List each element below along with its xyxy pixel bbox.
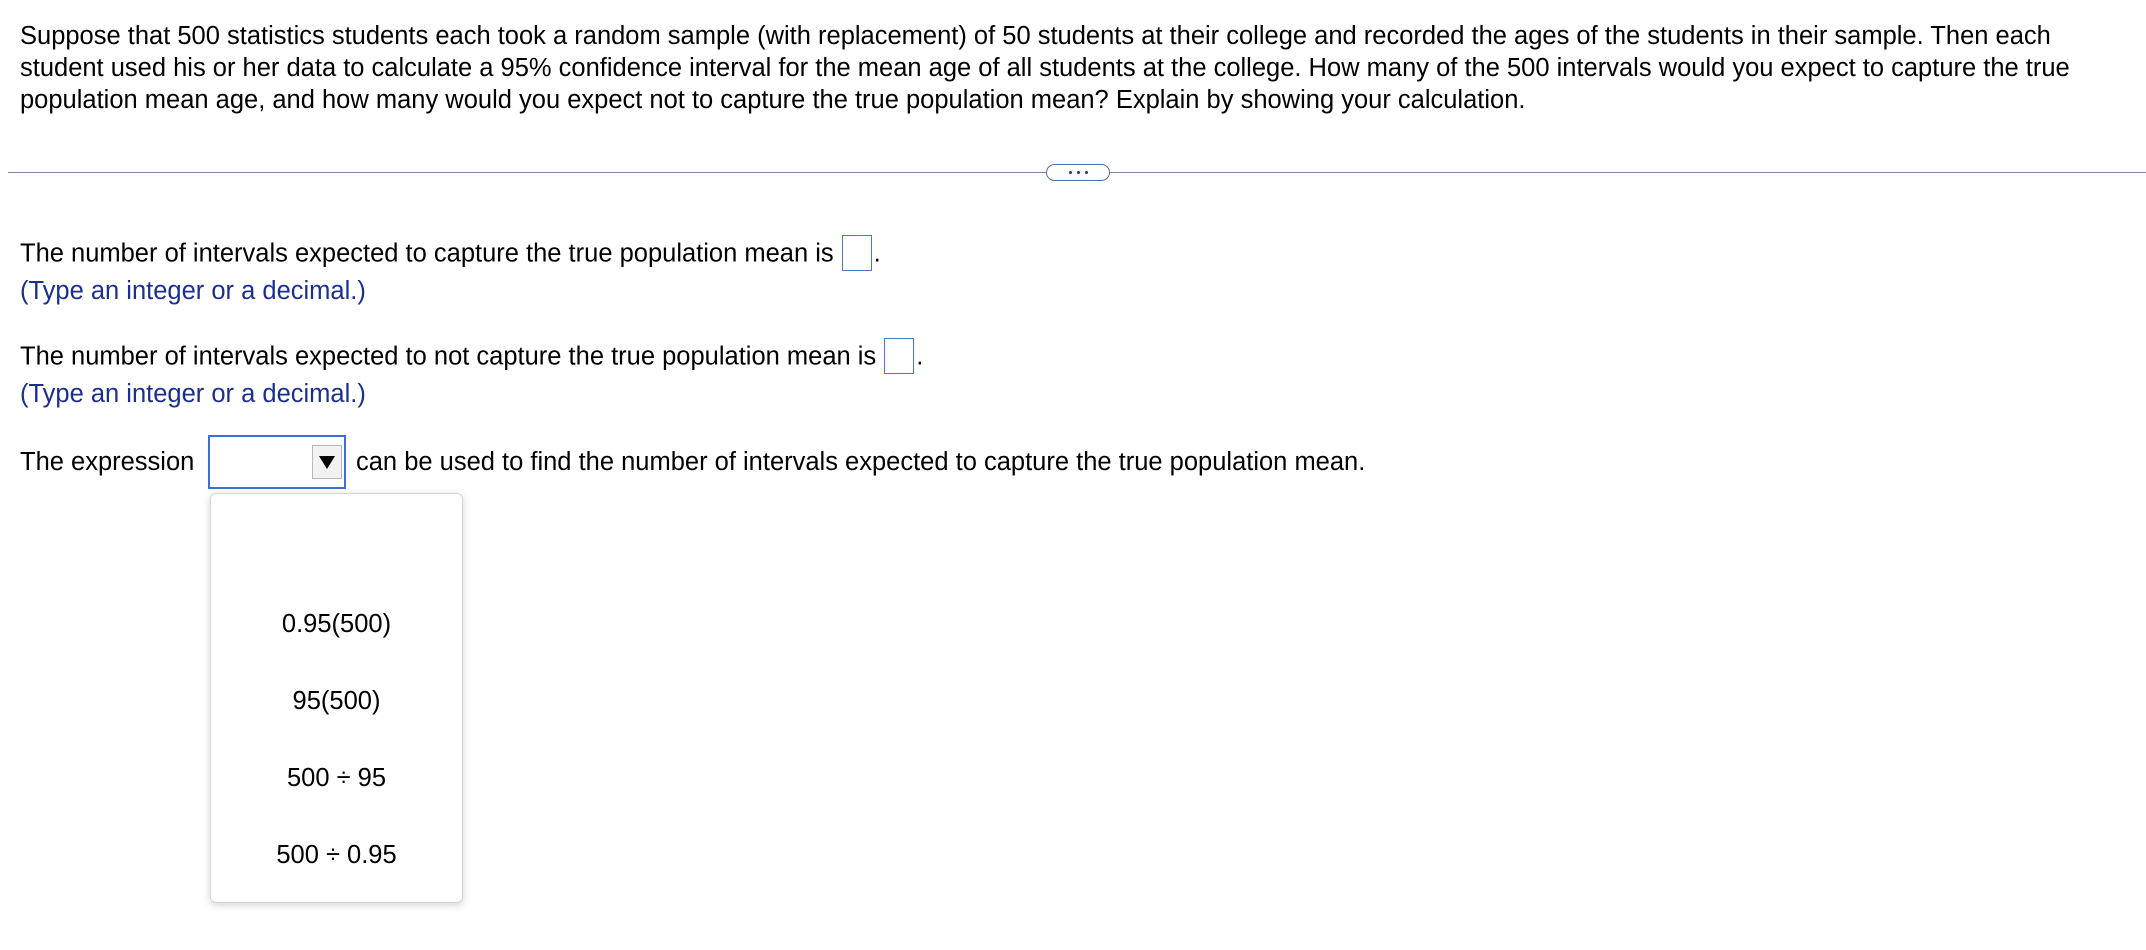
expression-prefix: The expression [20,448,195,476]
expression-dropdown-menu [210,493,463,903]
capture-question-row [20,237,881,273]
dropdown-option[interactable]: 95(500) [292,687,381,715]
dropdown-option[interactable]: 500 ÷ 0.95 [276,841,397,869]
dropdown-toggle[interactable] [312,445,342,479]
capture-answer-input[interactable] [842,235,872,271]
question-text: Suppose that 500 statistics students each took a random sample (with replacement) of 50 students at their college and recorded the ages of the students in their sample. Then each student used his or her data to calculate a 95% confidence interval for the mean age of all students at the college. How many of the 500 intervals would you expect to capture the true population mean age, and how many would you expect not to capture the true population mean? Explain by showing your calculation. [20,22,2070,114]
capture-prompt: The number of intervals expected to capture the true population mean is [20,239,834,268]
expression-suffix: can be used to find the number of intervals expected to capture the true population mean. [356,448,1366,476]
triangle-down-icon [317,453,337,471]
capture-period: . [873,239,881,268]
ellipsis-dot-icon [1085,171,1088,174]
ellipsis-dot-icon [1069,171,1072,174]
not-capture-answer-input[interactable] [884,338,914,374]
expand-ellipsis-button[interactable] [1046,164,1110,181]
capture-hint: (Type an integer or a decimal.) [20,277,366,305]
not-capture-period: . [916,342,924,371]
expression-select[interactable] [208,435,346,489]
ellipsis-dot-icon [1077,171,1080,174]
not-capture-hint: (Type an integer or a decimal.) [20,380,366,408]
dropdown-option[interactable]: 0.95(500) [281,610,392,638]
dropdown-option[interactable]: 500 ÷ 95 [286,764,387,792]
not-capture-question-row [20,340,923,376]
not-capture-prompt: The number of intervals expected to not capture the true population mean is [20,342,877,371]
